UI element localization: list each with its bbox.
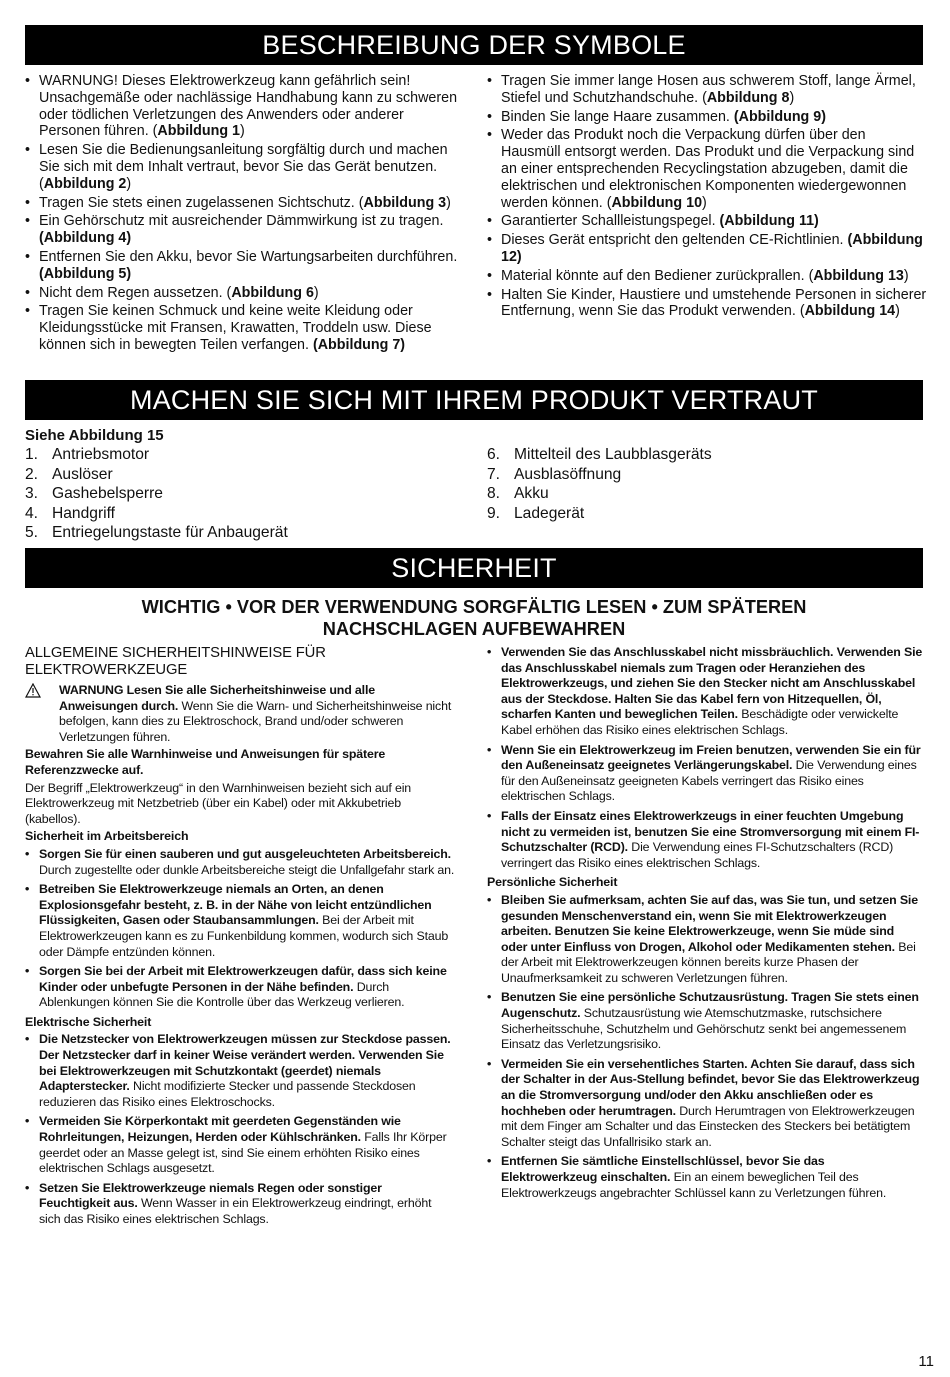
part-number: 8.: [487, 485, 501, 503]
figure-reference: Siehe Abbildung 15: [25, 427, 164, 444]
part-name: Ausblasöffnung: [514, 465, 622, 483]
symbol-text-end: ): [313, 284, 319, 301]
safety-list-item: [25, 882, 455, 960]
safety-rule: Betreiben Sie Elektrowerkzeuge niemals an Orten, an denen Explosionsgefahr besteht, z. B. in der Nähe von leicht entzündlichen Flüssigkeiten, Gasen oder Staubansammlungen.: [39, 882, 432, 928]
symbol-text: Tragen Sie stets einen zugelassenen Sichtschutz. (: [39, 194, 364, 211]
personal-safety-list: [487, 893, 923, 1201]
warning-triangle-icon: [25, 683, 59, 747]
figure-ref: (Abbildung 7): [312, 336, 406, 353]
symbol-list-item: [487, 109, 927, 126]
symbol-text: Garantierter Schallleistungspegel.: [501, 213, 720, 230]
safety-rule: Bleiben Sie aufmerksam, achten Sie auf das, was Sie tun, und setzen Sie gesunden Menschenverstand ein, wenn Sie mit Elektrowerkzeugen arbeiten. Benutzen Sie keine Elektrowerkzeuge, wenn Sie müde sind oder unter Einfluss von Drogen, Alkohol oder Medikamenten stehen.: [501, 892, 918, 954]
part-number: 4.: [25, 504, 39, 522]
figure-ref: Abbildung 10: [611, 194, 703, 211]
work-area-heading: Sicherheit im Arbeitsbereich: [25, 829, 189, 844]
important-line-2: NACHSCHLAGEN AUFBEWAHREN: [322, 619, 626, 639]
safety-list-item: [25, 964, 455, 1011]
symbol-text: Nicht dem Regen aussetzen. (: [39, 284, 232, 301]
general-safety-heading: ALLGEMEINE SICHERHEITSHINWEISE FÜR ELEKTROWERKZEUGE: [25, 645, 326, 678]
safety-explanation: Falls Ihr Körper geerdet oder an Masse gelegt ist, sind Sie einem erhöhten Risiko eines elektrischen Schlags ausgesetzt.: [39, 1130, 447, 1176]
figure-ref: Abbildung 14: [804, 303, 896, 320]
safety-list-item: [487, 1057, 923, 1151]
safety-list-item: [25, 847, 455, 878]
symbol-list-item: [25, 285, 465, 302]
part-number: 6.: [487, 446, 501, 463]
part-list-item: [487, 504, 927, 524]
electrical-heading: Elektrische Sicherheit: [25, 1014, 152, 1029]
figure-ref: (Abbildung 12): [501, 232, 923, 265]
symbol-list-item: [487, 73, 927, 107]
symbols-left-list: [25, 73, 465, 354]
part-number: 5.: [25, 524, 39, 542]
part-list-item: [487, 484, 927, 504]
symbol-list-item: [25, 303, 465, 353]
part-list-item: [25, 445, 465, 465]
symbol-list-item: [487, 232, 927, 266]
symbol-list-item: [487, 268, 927, 285]
safety-list-item: [487, 990, 923, 1052]
safety-rule: Setzen Sie Elektrowerkzeuge niemals Regen oder sonstiger Feuchtigkeit aus.: [39, 1180, 382, 1211]
parts-list-right: [487, 445, 927, 523]
safety-rule: Verwenden Sie das Anschlusskabel nicht missbräuchlich. Verwenden Sie das Anschlusskabel niemals zum Tragen oder Heranziehen des Elektrowerkzeugs, und ziehen Sie den Stecker nicht am Anschlusskabel aus der Steckdose. Halten Sie das Kabel fern von Hitzequellen, Öl, scharfen Kanten und beweglichen Teilen.: [501, 645, 923, 722]
warning-block: [25, 683, 455, 747]
figure-ref: (Abbildung 5): [39, 265, 132, 282]
part-number: 2.: [25, 465, 39, 483]
part-name: Entriegelungstaste für Anbaugerät: [52, 524, 288, 542]
symbol-text: Weder das Produkt noch die Verpackung dürfen über den Hausmüll entsorgt werden. Das Produkt und die Verpackung sind an einer entsprechenden Recyclingstation abzugeben, damit die elektrischen und elektronischen Komponenten wiedergewonnen werden können. (: [501, 127, 915, 211]
symbol-text-end: ): [903, 267, 909, 284]
safety-explanation: Bei der Arbeit mit Elektrowerkzeugen kann es zu Funkenbildung kommen, wodurch sich Staub oder Dämpfe entzünden können.: [39, 913, 449, 959]
symbol-text: Tragen Sie immer lange Hosen aus schwerem Stoff, lange Ärmel, Stiefel und Schutzhandschuhe. (: [501, 73, 916, 106]
safety-explanation: Die Verwendung eines FI-Schutzschalters (RCD) verringert das Risiko eines elektrischen Schlags.: [501, 840, 894, 870]
figure-ref: Abbildung 8: [706, 89, 790, 106]
symbol-text: Material könnte auf den Bediener zurückprallen. (: [501, 267, 814, 284]
symbol-list-item: [487, 127, 927, 211]
safety-explanation: Schutzausrüstung wie Atemschutzmaske, rutschsichere Sicherheitsschuhe, Schutzhelm und Gehörschutz senkt bei angemessenem Einsatz das Verletzungsrisiko.: [501, 1006, 907, 1052]
symbols-left-column: [25, 73, 465, 356]
part-name: Auslöser: [52, 465, 113, 483]
part-number: 3.: [25, 485, 39, 503]
symbol-text: Halten Sie Kinder, Haustiere und umstehende Personen in sicherer Entfernung, wenn Sie das Produkt verwenden. (: [501, 286, 927, 320]
symbol-text-end: ): [702, 194, 707, 211]
safety-list-item: [487, 809, 923, 871]
part-number: 1.: [25, 446, 39, 463]
symbols-right-list: [487, 73, 927, 320]
part-list-item: [25, 465, 465, 485]
safety-explanation: Nicht modifizierte Stecker und passende Steckdosen reduzieren das Risiko eines Elektroschocks.: [39, 1079, 416, 1109]
symbol-text: WARNUNG! Dieses Elektrowerkzeug kann gefährlich sein! Unsachgemäße oder nachlässige Handhabung kann zu schweren oder tödlichen Verletzungen des Anwenders oder anderer Personen führen. (: [39, 73, 458, 140]
safety-right-column: [487, 645, 923, 1205]
warning-bold-text: WARNUNG Lesen Sie alle Sicherheitshinweise und alle Anweisungen durch.: [59, 683, 375, 713]
safety-rule: Vermeiden Sie Körperkontakt mit geerdeten Gegenständen wie Rohrleitungen, Heizungen, Herden oder Kühlschränken.: [39, 1114, 401, 1145]
part-name: Handgriff: [52, 504, 115, 522]
safety-list-item: [487, 1154, 923, 1201]
symbol-text-end: ): [895, 303, 900, 320]
safety-rule: Vermeiden Sie ein versehentliches Starten. Achten Sie darauf, dass sich der Schalter in der Aus-Stellung befindet, bevor Sie das Elektrowerkzeug an die Stromversorgung und/oder den Akku anschließen oder es hochheben oder herumtragen.: [501, 1056, 920, 1118]
safety-list-item: [487, 893, 923, 987]
symbol-text-end: ): [446, 194, 451, 211]
symbols-right-column: [487, 73, 927, 322]
safety-rule: Entfernen Sie sämtliche Einstellschlüssel, bevor Sie das Elektrowerkzeug einschalten.: [501, 1154, 825, 1184]
symbol-text: Binden Sie lange Haare zusammen.: [501, 108, 734, 125]
symbol-list-item: [25, 249, 465, 283]
safety-rule: Wenn Sie ein Elektrowerkzeug im Freien benutzen, verwenden Sie ein für den Außeneinsatz geeignetes Verlängerungskabel.: [501, 742, 921, 773]
important-line-1: WICHTIG • VOR DER VERWENDUNG SORGFÄLTIG LESEN • ZUM SPÄTEREN: [141, 597, 807, 617]
part-list-item: [25, 504, 465, 524]
symbol-text-end: ): [789, 89, 795, 106]
safety-explanation: Bei der Arbeit mit Elektrowerkzeugen können bereits kurze Phasen der Unaufmerksamkeit zu schweren Verletzungen führen.: [501, 939, 916, 985]
personal-safety-heading: Persönliche Sicherheit: [487, 875, 618, 890]
part-name: Antriebsmotor: [52, 446, 150, 463]
part-name: Ladegerät: [514, 504, 585, 522]
safety-explanation: Durch zugestellte oder dunkle Arbeitsbereiche steigt die Unfallgefahr stark an.: [39, 862, 455, 877]
safety-rule: Benutzen Sie eine persönliche Schutzausrüstung. Tragen Sie stets einen Augenschutz.: [501, 990, 919, 1021]
part-list-item: [25, 523, 465, 543]
figure-ref: (Abbildung 11): [719, 213, 819, 230]
figure-ref: Abbildung 2: [43, 175, 127, 192]
safety-list-item: [25, 1032, 455, 1110]
figure-ref: Abbildung 3: [363, 194, 447, 211]
safety-explanation: Ein an einem beweglichen Teil des Elektrowerkzeugs angebrachter Schlüssel kann zu Verletzungen führen.: [501, 1170, 887, 1200]
safety-list-item: [25, 1114, 455, 1176]
safety-explanation: Durch Herumtragen von Elektrowerkzeugen mit dem Finger am Schalter und das Einstecken des Steckers bei betätigtem Schalter steigt das Unfallrisiko stark an.: [501, 1103, 915, 1149]
symbol-list-item: [25, 213, 465, 247]
part-name: Akku: [514, 485, 549, 503]
safety-rule: Sorgen Sie bei der Arbeit mit Elektrowerkzeugen dafür, dass sich keine Kinder oder unbefugte Personen in der Nähe befinden.: [39, 964, 447, 994]
symbol-text: Tragen Sie keinen Schmuck und keine weite Kleidung oder Kleidungsstücke mit Fransen, Krawatten, Troddeln usw. Diese können sich in bewegten Teilen verfangen.: [39, 303, 432, 353]
safety-left-column: [25, 645, 455, 1232]
warning-text: Wenn Sie die Warn- und Sicherheitshinweise nicht befolgen, kann dies zu Elektroschock, Brand und/oder schweren Verletzungen führen.: [59, 698, 452, 744]
safety-list-item: [487, 645, 923, 739]
symbol-text: Ein Gehörschutz mit ausreichender Dämmwirkung ist zu tragen.: [39, 213, 444, 230]
figure-ref: (Abbildung 9): [733, 108, 826, 125]
symbol-list-item: [25, 73, 465, 140]
parts-list-left: [25, 445, 465, 543]
figure-ref: Abbildung 1: [157, 123, 241, 140]
section-title-symbols: BESCHREIBUNG DER SYMBOLE: [25, 25, 923, 65]
part-name: Gashebelsperre: [52, 485, 163, 503]
product-right-column: [487, 445, 927, 523]
symbol-list-item: [487, 287, 927, 321]
safety-explanation: Beschädigte oder verwickelte Kabel erhöhen das Risiko eines elektrischen Schlags.: [501, 707, 899, 737]
symbol-list-item: [25, 195, 465, 212]
safety-list-item: [487, 743, 923, 805]
section-title-product: MACHEN SIE SICH MIT IHREM PRODUKT VERTRAUT: [25, 380, 923, 420]
part-list-item: [487, 445, 927, 465]
part-list-item: [487, 465, 927, 485]
safety-explanation: Wenn Wasser in ein Elektrowerkzeug eindringt, erhöht sich das Risiko eines elektrischen Schlags.: [39, 1196, 432, 1226]
part-number: 9.: [487, 504, 501, 522]
part-list-item: [25, 484, 465, 504]
figure-ref: Abbildung 13: [813, 267, 904, 284]
symbol-text: Entfernen Sie den Akku, bevor Sie Wartungsarbeiten durchführen.: [39, 248, 458, 265]
safety-explanation: Die Verwendung eines für den Außeneinsatz geeigneten Kabels verringert das Risiko eines elektrischen Schlags.: [501, 758, 917, 804]
electrical-list-left: [25, 1032, 455, 1227]
safety-list-item: [25, 1181, 455, 1228]
symbol-list-item: [487, 213, 927, 230]
symbol-text-end: ): [240, 123, 245, 140]
work-area-list: [25, 847, 455, 1011]
figure-ref: Abbildung 6: [231, 284, 314, 301]
figure-ref: (Abbildung 4): [39, 230, 132, 247]
safety-rule: Sorgen Sie für einen sauberen und gut ausgeleuchteten Arbeitsbereich.: [39, 846, 451, 861]
important-notice: [25, 596, 923, 640]
section-title-safety: SICHERHEIT: [25, 548, 923, 588]
electrical-list-right: [487, 645, 923, 871]
term-definition-text: Der Begriff „Elektrowerkzeug“ in den Warnhinweisen bezieht sich auf ein Elektrowerkzeug mit Netzbetrieb (über ein Kabel) oder mit Akkubetrieb (kabellos).: [25, 780, 412, 826]
part-number: 7.: [487, 465, 501, 483]
symbol-text-end: ): [126, 175, 132, 192]
page-number: 11: [918, 1353, 934, 1370]
symbol-text: Lesen Sie die Bedienungsanleitung sorgfältig durch und machen Sie sich mit dem Inhalt vertraut, bevor Sie das Gerät benutzen. (: [39, 142, 448, 192]
safety-rule: Die Netzstecker von Elektrowerkzeugen müssen zur Steckdose passen. Der Netzstecker darf in keiner Weise verändert werden. Verwenden Sie bei Elektrowerkzeugen mit Schutzkontakt (geerdet) niemals Adapterstecker.: [39, 1032, 451, 1094]
symbol-list-item: [25, 142, 465, 192]
part-name: Mittelteil des Laubblasgeräts: [514, 446, 712, 463]
safety-explanation: Durch Ablenkungen können Sie die Kontrolle über das Werkzeug verlieren.: [39, 979, 405, 1010]
product-left-column: [25, 427, 465, 543]
symbol-text: Dieses Gerät entspricht den geltenden CE-Richtlinien.: [501, 232, 848, 249]
safety-rule: Falls der Einsatz eines Elektrowerkzeugs in einer feuchten Umgebung nicht zu vermeiden ist, benutzen Sie eine Stromversorgung mit einem FI-Schutzschalter (RCD).: [501, 808, 920, 855]
keep-instructions-text: Bewahren Sie alle Warnhinweise und Anweisungen für spätere Referenzzwecke auf.: [25, 747, 386, 777]
